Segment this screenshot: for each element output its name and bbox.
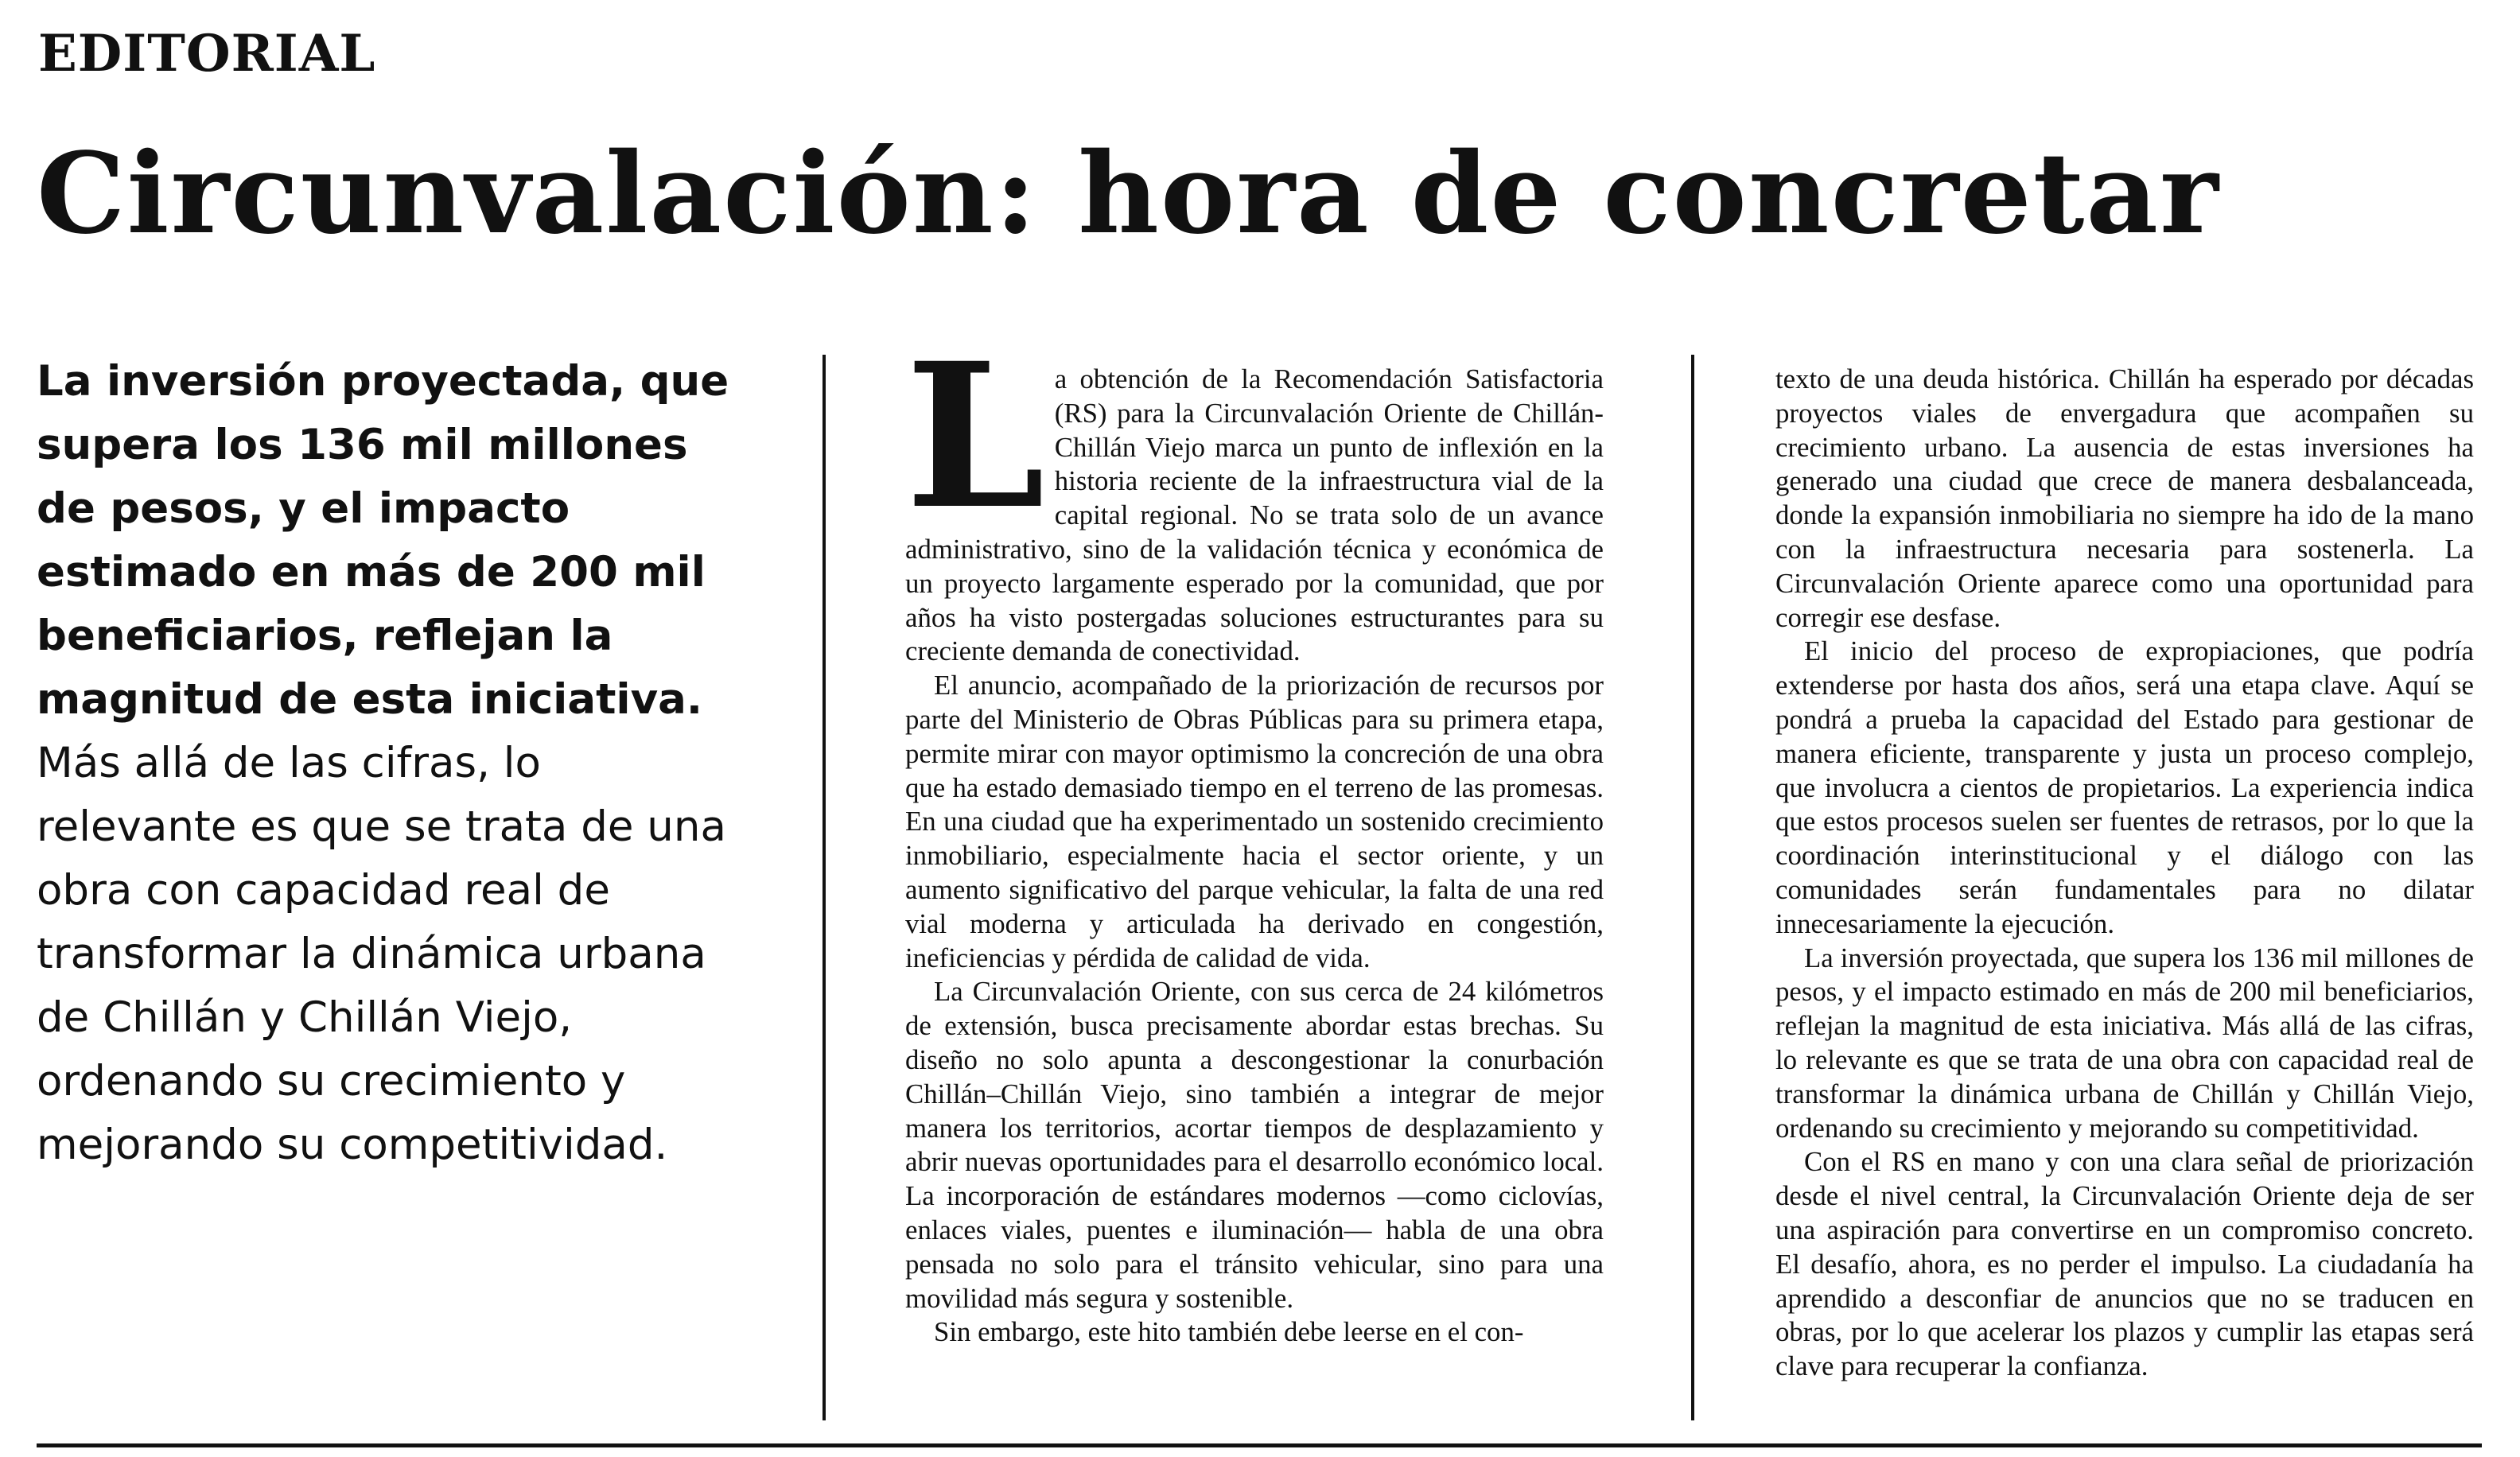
body-paragraph-5: El inicio del proceso de expropiaciones, que podría extenderse por hasta dos años, será una etapa clave. Aquí se pondrá a prueba la capacidad del Estado para gestionar de manera eficiente, transparente y justa un proceso complejo, que involucra a cientos de propietarios. La experiencia indica que estos procesos suelen ser fuentes de retrasos, por lo que la coordinación interinstitucional y el diálogo con las comunidades serán fundamentales para no dilatar innecesariamente la ejecución. <box>1775 635 2474 939</box>
section-label: EDITORIAL <box>38 24 376 84</box>
body-paragraph-3: La Circunvalación Oriente, con sus cerca de 24 kilómetros de extensión, busca precisamente abordar estas brechas. Su diseño no solo apunta a descongestionar la conurbación Chillán–Chillán Viejo, sino también a integrar de mejor manera los territorios, acortar tiempos de desplazamiento y abrir nuevas oportunidades para el desarrollo económico local. La incorporación de estándares modernos —como ciclovías, enlaces viales, puentes e iluminación— habla de una obra pensada no solo para el tránsito vehicular, sino para una movilidad más segura y sostenible. <box>905 976 1604 1314</box>
body-paragraph-6: La inversión proyectada, que supera los 136 mil millones de pesos, y el impacto estimado en más de 200 mil beneficiarios, reflejan la magnitud de esta iniciativa. Más allá de las cifras, lo relevante es que se trata de una obra con capacidad real de transformar la dinámica urbana de Chillán y Chillán Viejo, ordenando su crecimiento y mejorando su competitividad. <box>1775 942 2474 1144</box>
bottom-rule <box>37 1443 2482 1447</box>
body-paragraph-7: Con el RS en mano y con una clara señal de priorización desde el nivel central, la Circunvalación Oriente deja de ser una aspiración para convertirse en un compromiso concreto. El desafío, ahora, es no perder el impulso. La ciudadanía ha aprendido a desconfiar de anuncios que no se traducen en obras, por lo que acelerar los plazos y cumplir las etapas será clave para recuperar la confianza. <box>1775 1146 2474 1382</box>
body-paragraph-4-end: texto de una deuda histórica. Chillán ha esperado por décadas proyectos viales de envergadura que acompañen su crecimiento urbano. La ausencia de estas inversiones ha generado una ciudad que crece de manera desbalanceada, donde la expansión inmobiliaria no siempre ha ido de la mano con la infraestructura necesaria para sostenerla. La Circunvalación Oriente aparece como una oportunidad para corregir ese desfase. <box>1775 363 2474 633</box>
lede <box>37 350 737 1177</box>
body-paragraph-4-start: Sin embargo, este hito también debe leerse en el con- <box>934 1316 1524 1348</box>
drop-cap: L <box>905 319 1045 553</box>
column-divider-right <box>1691 355 1694 1420</box>
lede-bold: La inversión proyectada, que supera los 136 mil millones de pesos, y el impacto estimado en más de 200 mil beneficiarios, reflejan la magnitud de esta iniciativa. <box>37 357 729 724</box>
body-column-2 <box>1775 363 2474 1384</box>
body-paragraph-2: El anuncio, acompañado de la priorización de recursos por parte del Ministerio de Obras Públicas para su primera etapa, permite mirar con mayor optimismo la concreción de una obra que ha estado demasiado tiempo en el terreno de las promesas. En una ciudad que ha experimentado un sostenido crecimiento inmobiliario, especialmente hacia el sector oriente, y un aumento significativo del parque vehicular, la falta de una red vial moderna y articulada ha derivado en congestión, ineficiencias y pérdida de calidad de vida. <box>905 670 1604 973</box>
lede-regular: Más allá de las cifras, lo relevante es que se trata de una obra con capacidad real de transformar la dinámica urbana de Chillán y Chillán Viejo, ordenando su crecimiento y mejorando su competitividad. <box>37 739 726 1169</box>
body-column-1 <box>905 319 1604 1350</box>
body-paragraph-1 <box>905 319 1604 669</box>
headline: Circunvalación: hora de concretar <box>37 129 2220 259</box>
column-divider-left <box>822 355 826 1420</box>
body-paragraph-1-text: a obtención de la Recomendación Satisfactoria (RS) para la Circunvalación Oriente de Chillán-Chillán Viejo marca un punto de inflexión en la historia reciente de la infraestructura vial de la capital regional. No se trata solo de un avance administrativo, sino de la validación técnica y económica de un proyecto largamente esperado por la comunidad, que por años ha visto postergadas soluciones estructurantes para su creciente demanda de conectividad. <box>905 363 1604 667</box>
